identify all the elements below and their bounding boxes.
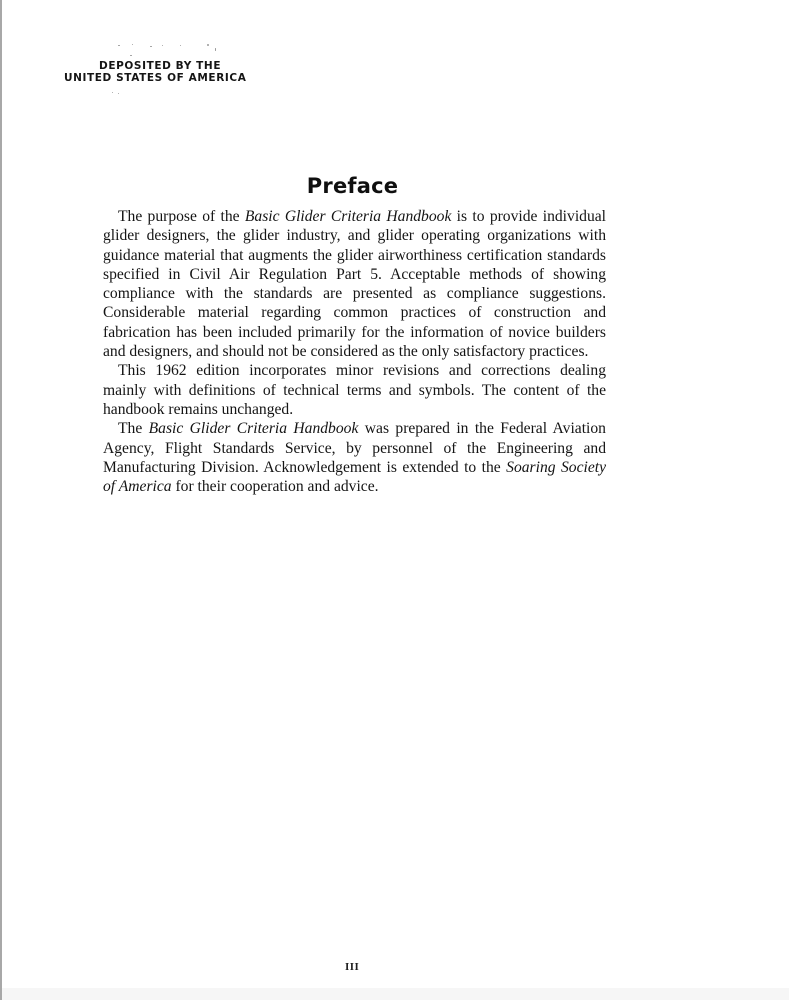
- scan-speck: [180, 45, 181, 46]
- scan-speck: [112, 92, 113, 93]
- paragraph-purpose: [103, 207, 606, 361]
- handbook-title-italic: Basic Glider Criteria Handbook: [244, 208, 452, 225]
- text-segment: for their cooperation and advice.: [171, 478, 379, 496]
- handbook-title-italic: Basic Glider Criteria Handbook: [148, 420, 359, 438]
- page-bottom-band: [2, 988, 789, 1000]
- paragraph-acknowledgement: [103, 419, 606, 496]
- text-segment: This 1962 edition incorporates minor revisions and corrections dealing mainly with definitions of technical terms and symbols. The content of the handbook remains unchanged.: [103, 362, 606, 418]
- page-number: III: [345, 961, 360, 973]
- paragraph-edition: [103, 361, 606, 419]
- scan-speck: [132, 44, 133, 45]
- text-segment: is to provide individual glider designers, the glider industry, and glider operating organizations with guidance material that augments the glider airworthiness certification standards specified in Civil Air Regulation Part 5. Acceptable methods of showing compliance with the standards are presented as compliance suggestions. Considerable material regarding common practices of construction and fabrication has been included primarily for the information of novice builders and designers, and should not be considered as the only satisfactory practices.: [103, 208, 606, 361]
- deposit-stamp: [64, 60, 246, 84]
- preface-body: [103, 207, 606, 496]
- scan-speck: [207, 44, 209, 46]
- text-segment: The purpose of the: [118, 208, 245, 225]
- scan-speck: [118, 93, 119, 94]
- stamp-line-1: DEPOSITED BY THE: [99, 60, 222, 72]
- text-segment: The: [118, 420, 149, 438]
- page-title: Preface: [306, 174, 399, 198]
- page-left-edge: [0, 0, 2, 1000]
- scan-speck: [215, 48, 216, 51]
- scan-speck: [150, 46, 152, 47]
- scan-speck: [118, 45, 120, 46]
- scan-speck: [162, 45, 163, 46]
- text-segment: was prepared in the Federal Aviation Agency, Flight Standards Service, by personnel of the Engineering and Manufacturing Division. Acknowledgement is extended to the: [103, 420, 606, 476]
- stamp-line-2: UNITED STATES OF AMERICA: [64, 72, 247, 84]
- organization-name-italic: Soaring Society of America: [103, 458, 607, 496]
- scan-speck: [130, 55, 132, 56]
